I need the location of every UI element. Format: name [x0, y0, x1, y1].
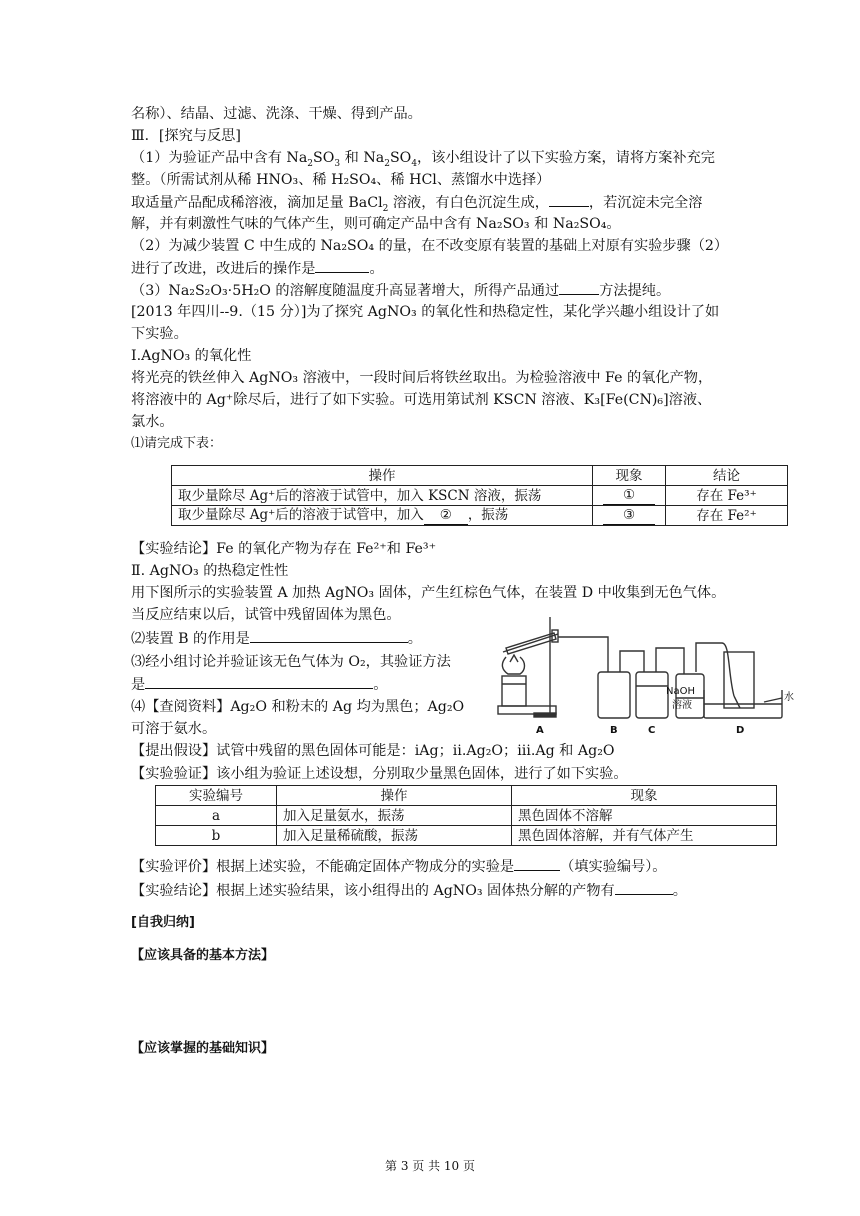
figure-label: C: [648, 725, 656, 736]
text-fragment: 方法提纯。: [599, 283, 671, 299]
figure-label: 溶液: [672, 700, 692, 711]
table-header-cell: 操作: [277, 786, 512, 806]
table-cell: 加入足量氨水，振荡: [277, 806, 512, 826]
text-fragment: SO: [313, 150, 335, 166]
answer-blank[interactable]: [250, 628, 408, 643]
text-line: 【实验结论】Fe 的氧化产物为存在 Fe²⁺和 Fe³⁺: [131, 541, 437, 557]
text-line: [131, 880, 731, 901]
text-line: ⑴请完成下表：: [131, 436, 223, 451]
text-line: 取适量产品配成稀溶液，滴加足量 BaCl$_2$ 溶液，有白色沉淀生成， ，若沉淀未完全溶: [131, 192, 731, 213]
text-line: 用下图所示的实验装置 A 加热 AgNO₃ 固体，产生红棕色气体，在装置 D 中收集到无色气体。: [131, 585, 726, 601]
text-line: （1）为验证产品中含有 $Na_2SO_3$ 和 $Na_2SO_4$，该小组设计了以下实验方案，请将方案补充完: [131, 150, 715, 169]
figure-label: A: [536, 725, 544, 736]
table-row: [156, 826, 777, 846]
table-header-cell: 操作: [172, 466, 593, 486]
table-cell: 存在 Fe²⁺: [666, 506, 788, 526]
table-cell: 黑色固体不溶解: [512, 806, 777, 826]
text-line: [131, 856, 731, 877]
text-fragment: 是: [131, 677, 146, 693]
table-cell: [593, 506, 666, 526]
answer-blank[interactable]: ③: [603, 506, 655, 525]
table-cell: [172, 506, 593, 526]
text-fragment: 进行了改进，改进后的操作是: [131, 261, 316, 277]
text-fragment: 溶液，有白色沉淀生成，: [388, 195, 549, 211]
text-fragment: ，若沉淀未完全溶: [588, 195, 703, 211]
answer-blank[interactable]: [315, 258, 369, 273]
text-line: 将光亮的铁丝伸入 AgNO₃ 溶液中，一段时间后将铁丝取出。为检验溶液中 Fe 的氧化产物，: [131, 370, 713, 386]
text-line: ⑶经小组讨论并验证该无色气体为 O₂，其验证方法: [131, 654, 451, 670]
text-line: 氯水。: [131, 414, 174, 430]
text-line: ⑷【查阅资料】Ag₂O 和粉末的 Ag 均为黑色；Ag₂O: [131, 699, 465, 715]
section-heading: 【应该具备的基本方法】: [131, 948, 275, 963]
text-line: 【提出假设】试管中残留的黑色固体可能是：ⅰAg；ⅱ.Ag₂O；ⅲ.Ag 和 Ag₂O: [131, 743, 615, 759]
text-fragment: 。: [407, 631, 422, 647]
text-line: 将溶液中的 Ag⁺除尽后，进行了如下实验。可选用第试剂 KSCN 溶液、K₃[Fe(CN)₆]溶液、: [131, 392, 712, 408]
text-fragment: ⑵装置 B 的作用是: [131, 631, 250, 647]
text-fragment: ，该小组设计了以下实验方案，请将方案补充完: [417, 150, 715, 166]
section-heading: Ⅰ.AgNO₃ 的氧化性: [131, 348, 252, 364]
text-fragment: （1）为验证产品中含有 Na: [131, 150, 308, 166]
text-fragment: 【实验评价】根据上述实验，不能确定固体产物成分的实验是: [131, 859, 515, 875]
text-line: 【实验验证】该小组为验证上述设想，分别取少量黑色固体，进行了如下实验。: [131, 766, 628, 782]
text-fragment: 和 Na: [340, 150, 385, 166]
table-row: [156, 806, 777, 826]
section-heading: Ⅱ. AgNO₃ 的热稳定性性: [131, 563, 289, 579]
text-fragment: （填实验编号）。: [560, 859, 667, 875]
answer-blank[interactable]: [549, 192, 589, 207]
text-line: 名称）、结晶、过滤、洗涤、干燥、得到产品。: [131, 106, 422, 122]
text-fragment: 。: [369, 261, 384, 277]
table-cell: 加入足量稀硫酸，振荡: [277, 826, 512, 846]
table-header-cell: 实验编号: [156, 786, 277, 806]
results-table-2: [155, 785, 777, 846]
text-fragment: 。: [672, 883, 687, 899]
text-line: 解，并有刺激性气味的气体产生，则可确定产品中含有 Na₂SO₃ 和 Na₂SO₄。: [131, 216, 621, 232]
answer-blank[interactable]: ②: [424, 506, 468, 525]
table-header-row: [156, 786, 777, 806]
table-header-row: [172, 466, 788, 486]
text-line: 下实验。: [131, 326, 188, 342]
section-heading: Ⅲ．[探究与反思]: [131, 128, 241, 144]
table-cell: 存在 Fe³⁺: [666, 486, 788, 506]
table-cell: 黑色固体溶解，并有气体产生: [512, 826, 777, 846]
text-fragment: 。: [373, 677, 388, 693]
answer-blank[interactable]: [514, 856, 560, 871]
table-cell: 取少量除尽 Ag⁺后的溶液于试管中，加入 KSCN 溶液，振荡: [172, 486, 593, 506]
apparatus-figure: [490, 612, 800, 740]
figure-label: 水: [784, 692, 794, 703]
text-line: 可溶于氨水。: [131, 721, 217, 737]
answer-blank[interactable]: [145, 674, 373, 689]
results-table-1: [171, 465, 788, 526]
table-cell: [593, 486, 666, 506]
text-line: 当反应结束以后，试管中残留固体为黑色。: [131, 607, 401, 623]
table-row: [172, 506, 788, 526]
figure-label: NaOH: [666, 686, 695, 697]
text-fragment: 【实验结论】根据上述实验结果，该小组得出的 AgNO₃ 固体热分解的产物有: [131, 883, 615, 899]
table-header-cell: 现象: [512, 786, 777, 806]
answer-blank[interactable]: [615, 880, 673, 895]
text-line: [131, 280, 731, 301]
text-fragment: SO: [389, 150, 412, 166]
text-fragment: 取适量产品配成稀溶液，滴加足量 BaCl: [131, 195, 383, 211]
text-fragment: 取少量除尽 Ag⁺后的溶液于试管中，加入: [178, 507, 424, 523]
section-heading: 【应该掌握的基础知识】: [131, 1041, 275, 1056]
table-header-cell: 现象: [593, 466, 666, 486]
text-line: （2）为减少装置 C 中生成的 Na₂SO₄ 的量，在不改变原有装置的基础上对原有实验步骤（2）: [131, 238, 729, 254]
page-footer: 第 3 页 共 10 页: [385, 1159, 475, 1173]
section-heading: [自我归纳]: [131, 915, 195, 930]
table-header-cell: 结论: [666, 466, 788, 486]
answer-blank[interactable]: [559, 280, 599, 295]
text-fragment: ，振荡: [467, 507, 509, 523]
text-fragment: （3）Na₂S₂O₃·5H₂O 的溶解度随温度升高显著增大，所得产品通过: [131, 283, 560, 299]
answer-blank[interactable]: ①: [603, 486, 655, 505]
figure-label: D: [736, 725, 745, 736]
text-line: [2013 年四川--9.（15 分）]为了探究 AgNO₃ 的氧化性和热稳定性，某化学兴趣小组设计了如: [131, 304, 720, 320]
figure-label: B: [610, 725, 618, 736]
table-cell: b: [156, 826, 277, 846]
table-row: [172, 486, 788, 506]
text-line: [131, 258, 731, 279]
table-cell: a: [156, 806, 277, 826]
text-line: 整。（所需试剂从稀 HNO₃、稀 H₂SO₄、稀 HCl、蒸馏水中选择）: [131, 172, 551, 188]
